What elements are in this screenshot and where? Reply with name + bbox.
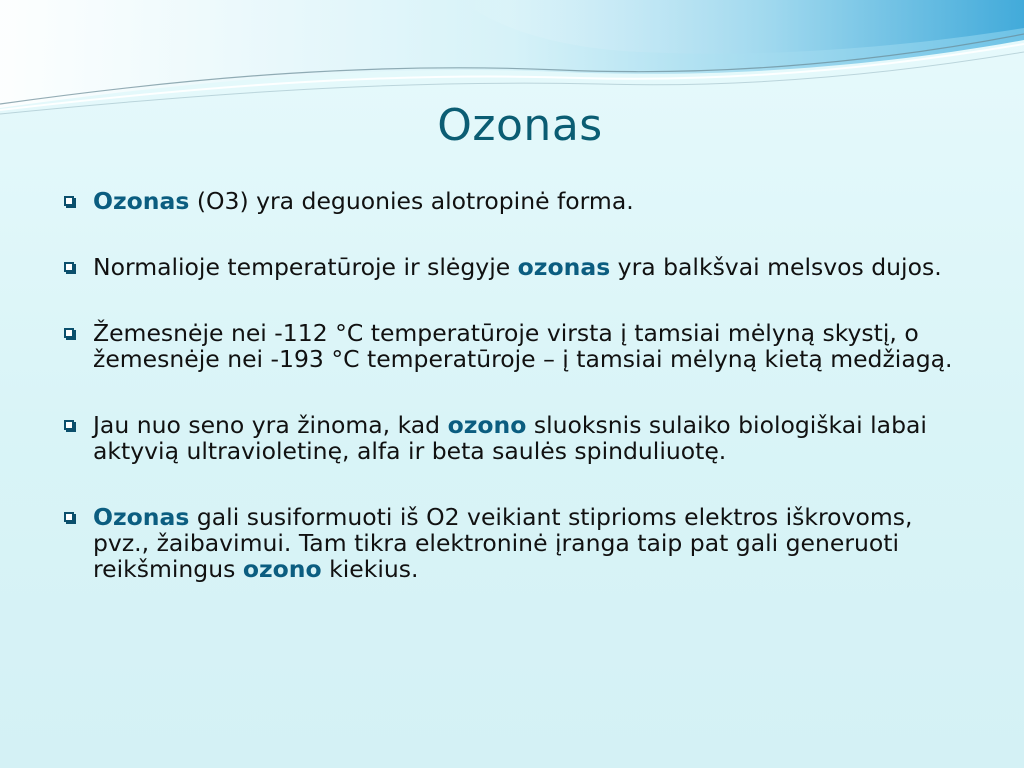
keyword-ozonas: ozonas	[517, 253, 611, 281]
keyword-ozono: ozono	[242, 555, 322, 583]
bullet-text: (O3) yra deguonies alotropinė forma.	[189, 187, 634, 215]
bullet-text: Normalioje temperatūroje ir slėgyje	[93, 253, 518, 281]
bullet-text: yra balkšvai melsvos dujos.	[610, 253, 942, 281]
bullet-item	[62, 412, 962, 464]
keyword-ozono: ozono	[447, 411, 527, 439]
bullet-item	[62, 254, 962, 280]
bullet-text: Žemesnėje nei -112 °C temperatūroje virsta į tamsiai mėlyną skystį, o žemesnėje nei -193 °C temperatūroje – į tamsiai mėlyną kietą medžiagą.	[93, 319, 953, 373]
keyword-ozonas: Ozonas	[93, 187, 190, 215]
bullet-item	[62, 504, 962, 582]
checkbox-bullet-icon	[64, 420, 74, 430]
bullet-text: sluoksnis sulaiko biologiškai labai aktyvią ultravioletinę, alfa ir beta saulės spinduliuotę.	[93, 411, 927, 465]
bullet-text: Jau nuo seno yra žinoma, kad	[93, 411, 448, 439]
bullet-list	[62, 188, 962, 622]
bullet-item	[62, 188, 962, 214]
checkbox-bullet-icon	[64, 328, 74, 338]
checkbox-bullet-icon	[64, 262, 74, 272]
bullet-item	[62, 320, 962, 372]
bullet-text: gali susiformuoti iš O2 veikiant stiprioms elektros iškrovoms, pvz., žaibavimui. Tam tikra elektroninė įranga taip pat gali generuoti reikšmingus	[93, 503, 913, 583]
checkbox-bullet-icon	[64, 196, 74, 206]
keyword-ozonas: Ozonas	[93, 503, 190, 531]
bullet-text: kiekius.	[321, 555, 419, 583]
checkbox-bullet-icon	[64, 512, 74, 522]
slide-title: Ozonas	[437, 100, 603, 151]
